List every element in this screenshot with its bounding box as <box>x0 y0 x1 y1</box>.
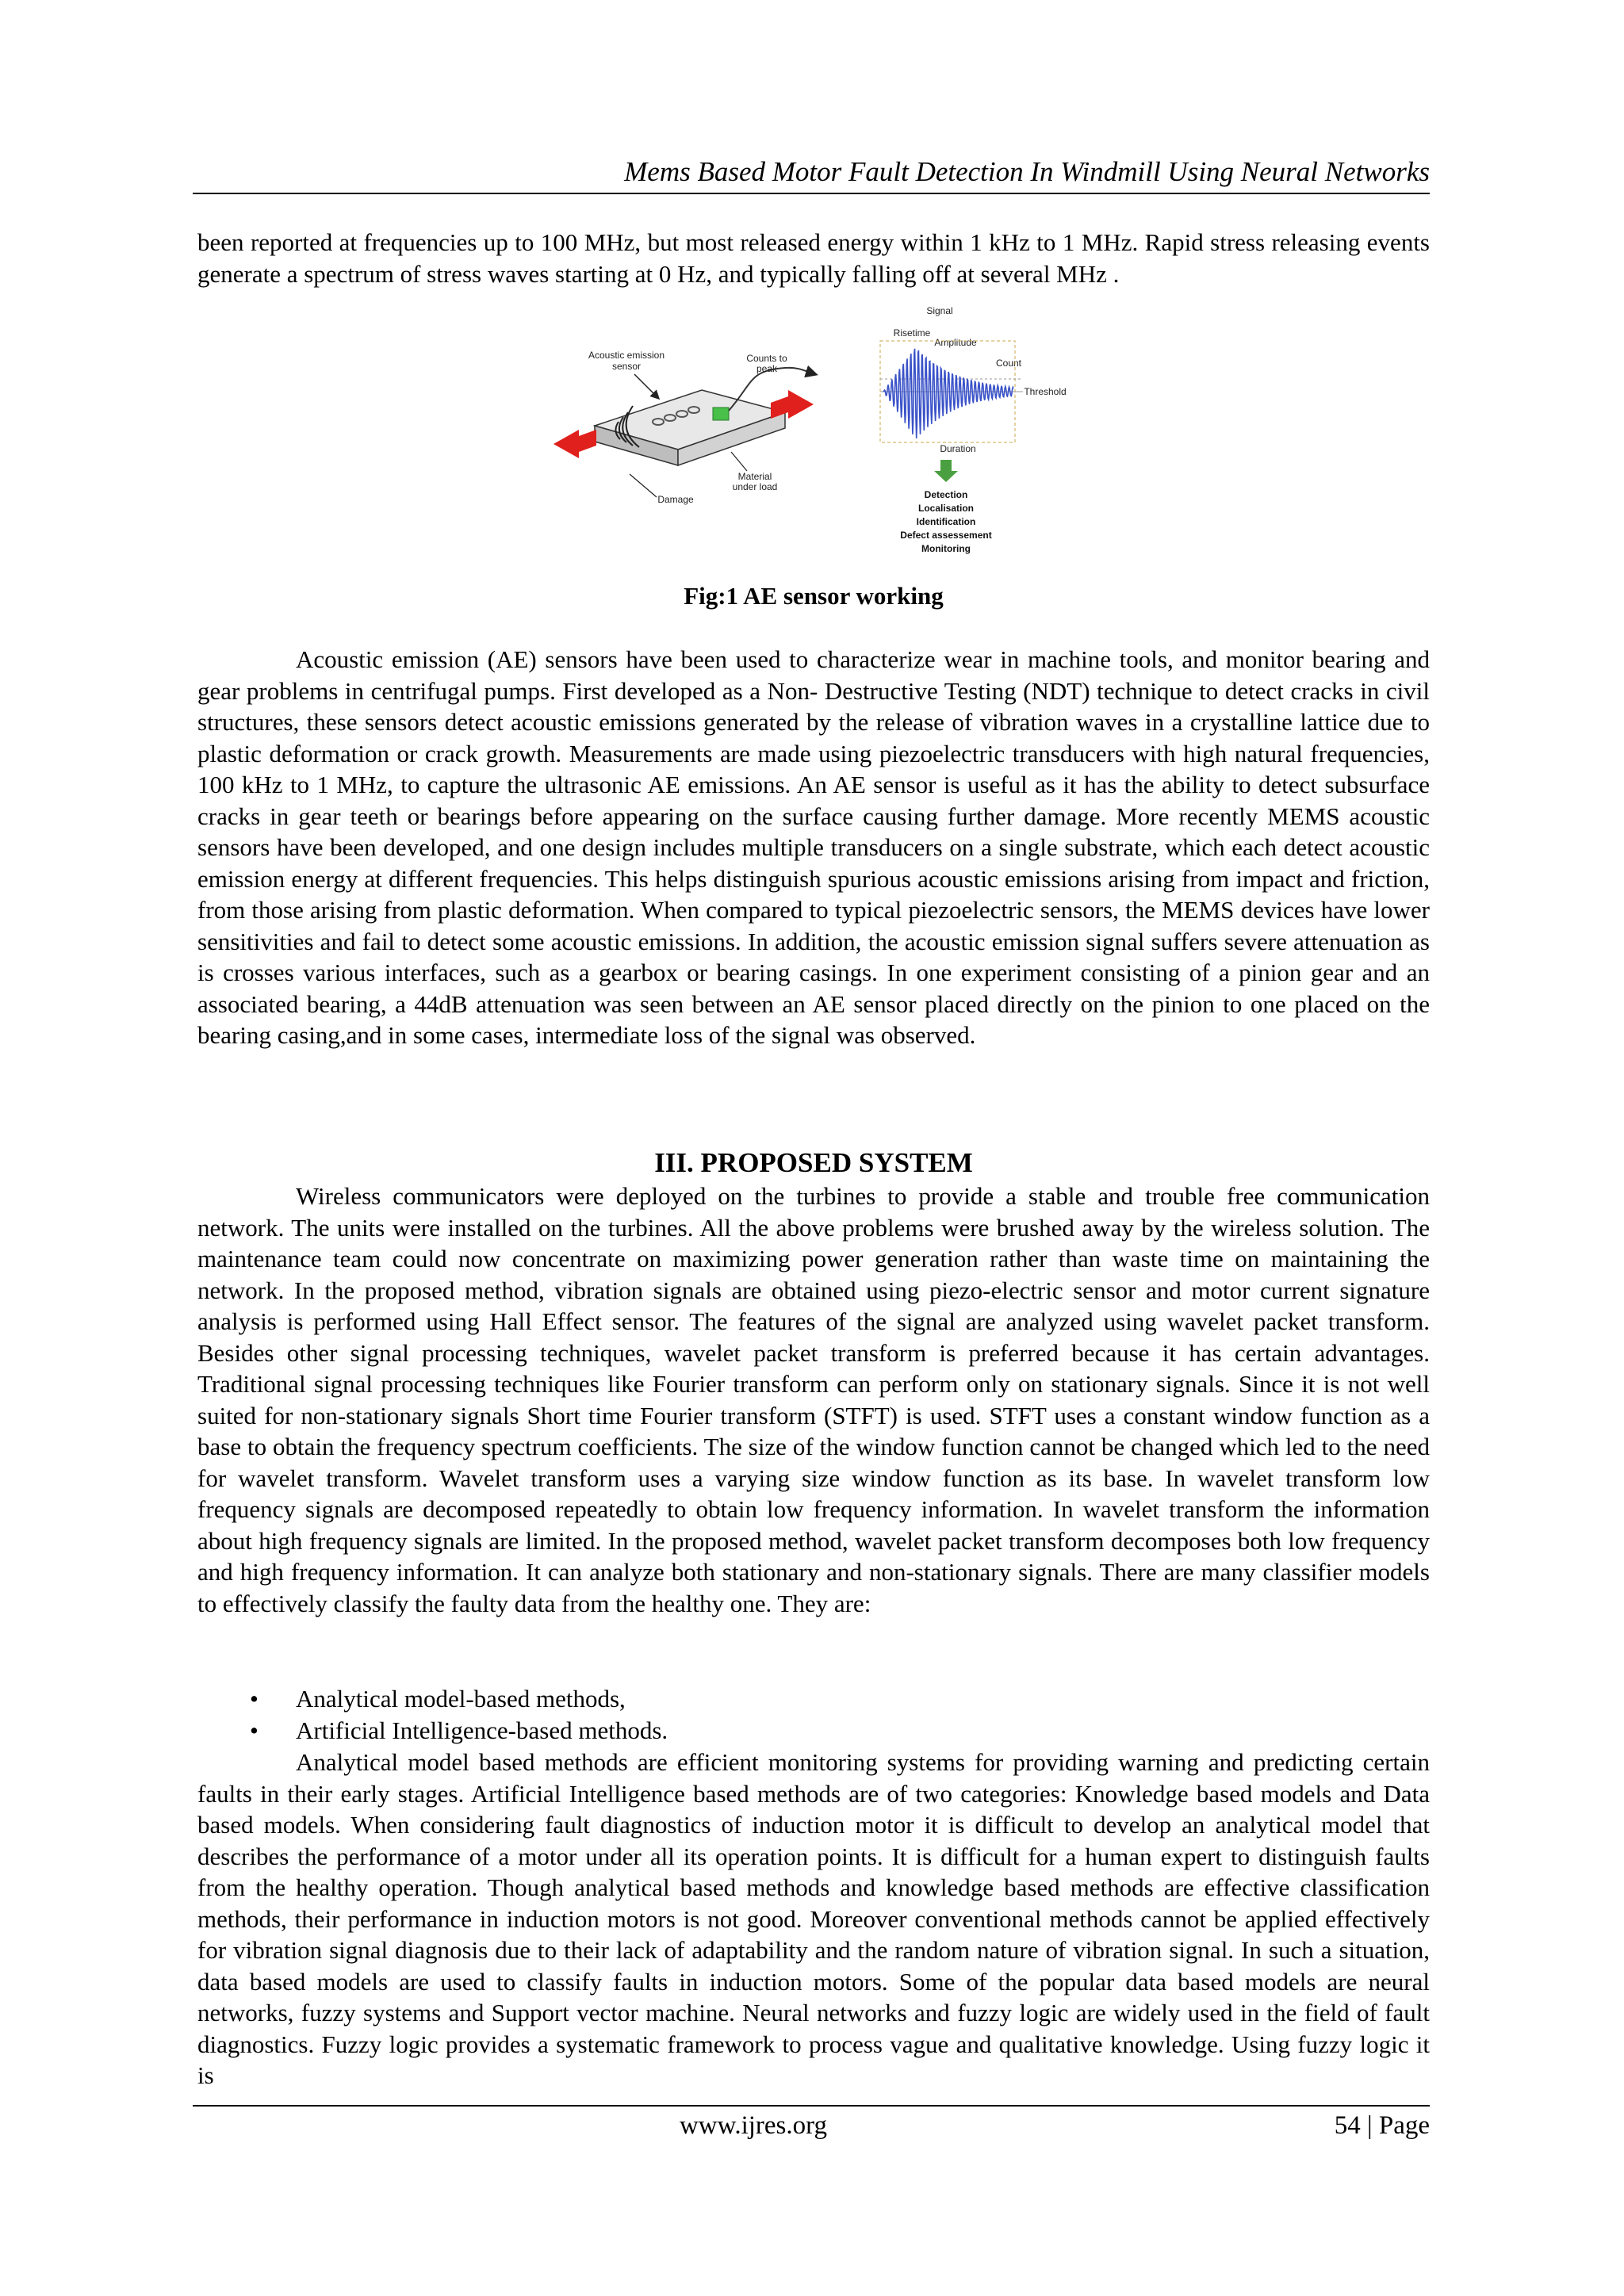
label-risetime: Risetime <box>893 327 931 339</box>
load-arrow-right <box>771 390 814 419</box>
ae-sensor-icon <box>713 408 729 420</box>
ae-sensor-diagram <box>547 295 1086 561</box>
bullet-icon: • <box>250 1685 259 1712</box>
footer-rule <box>193 2105 1430 2107</box>
section-heading: III. PROPOSED SYSTEM <box>654 1147 973 1178</box>
label-ae-sensor-line1: Acoustic emission <box>588 350 665 361</box>
list-item-text: Analytical model-based methods, <box>296 1685 626 1712</box>
label-signal: Signal <box>926 305 953 316</box>
ae-signal-wave <box>883 349 1013 438</box>
label-damage: Damage <box>657 494 694 505</box>
label-counts-to-peak-line1: Counts to <box>746 353 787 364</box>
label-count: Count <box>995 358 1022 369</box>
figure-caption: Fig:1 AE sensor working <box>684 582 944 610</box>
paragraph-analytical-models: Analytical model based methods are efficient monitoring systems for providing warning and predicting certain faults in their early stages. Artificial Intelligence based methods are of two categories: Knowledge based models and Data based models. When considering fault diagnostics of induction motor it is difficult to develop an analytical model that describes the performance of a motor under all its operation points. It is difficult for a human expert to distinguish faults from the healthy operation. Though analytical based methods and knowledge based methods are effective classification methods, their performance in induction motors is not good. Moreover conventional methods cannot be applied effectively for vibration signal diagnosis due to their lack of adaptability and the random nature of vibration signal. In such a situation, data based models are used to classify faults in induction motors. Some of the popular data based models are neural networks, fuzzy systems and Support vector machine. Neural networks and fuzzy logic are widely used in the field of fault diagnostics. Fuzzy logic provides a systematic framework to process vague and qualitative knowledge. Using fuzzy logic it is <box>197 1748 1430 2089</box>
label-duration: Duration <box>940 443 976 454</box>
pointer-ae-sensor <box>634 374 658 398</box>
pointer-material <box>731 452 747 471</box>
running-header-title: Mems Based Motor Fault Detection In Windmill Using Neural Networks <box>624 156 1430 187</box>
bullet-icon: • <box>250 1716 259 1744</box>
figure-ae-sensor <box>547 295 1086 561</box>
output-identification: Identification <box>916 516 976 527</box>
down-arrow-icon <box>934 460 958 482</box>
label-material-line2: under load <box>732 481 778 492</box>
footer-page-number: 54 | Page <box>1334 2111 1430 2140</box>
output-defect-assessment: Defect assessement <box>900 530 992 541</box>
output-localisation: Localisation <box>917 503 975 514</box>
header-rule <box>193 193 1430 194</box>
load-arrow-left <box>553 430 596 458</box>
label-counts-to-peak-line2: peak <box>756 363 778 374</box>
label-amplitude: Amplitude <box>934 337 977 348</box>
footer-url: www.ijres.org <box>679 2111 828 2140</box>
pointer-damage <box>630 474 657 497</box>
output-monitoring: Monitoring <box>921 543 971 554</box>
paragraph-intro: been reported at frequencies up to 100 MHz, but most released energy within 1 kHz to 1 MHz. Rapid stress releasing events generate a spectrum of stress waves starting at 0 Hz, and typically falling off at several MHz . <box>197 228 1430 288</box>
list-item <box>197 1715 1430 1747</box>
label-ae-sensor-line2: sensor <box>611 361 642 372</box>
label-material-line1: Material <box>737 471 772 482</box>
paragraph-proposed-system: Wireless communicators were deployed on the turbines to provide a stable and trouble free communication network. The units were installed on the turbines. All the above problems were brushed away by the wireless solution. The maintenance team could now concentrate on maximizing power generation rather than waste time on maintaining the network. In the proposed method, vibration signals are obtained using piezo-electric sensor and motor current signature analysis is performed using Hall Effect sensor. The features of the signal are analyzed using wavelet packet transform. Besides other signal processing techniques, wavelet packet transform is preferred because it has certain advantages. Traditional signal processing techniques like Fourier transform can perform only on stationary signals. Since it is not well suited for non-stationary signals Short time Fourier transform (STFT) is used. STFT uses a constant window function as a base to obtain the frequency spectrum coefficients. The size of the window function cannot be changed which led to the need for wavelet transform. Wavelet transform uses a varying size window function as its base. In wavelet transform low frequency signals are decomposed repeatedly to obtain low frequency information. In wavelet transform the information about high frequency signals are limited. In the proposed method, wavelet packet transform decomposes both low frequency and high frequency information. It can analyze both stationary and non-stationary signals. There are many classifier models to effectively classify the faulty data from the healthy one. They are: <box>197 1182 1430 1617</box>
list-item <box>197 1683 1430 1715</box>
output-detection: Detection <box>924 489 968 500</box>
list-item-text: Artificial Intelligence-based methods. <box>296 1716 668 1744</box>
paragraph-ae-sensors: Acoustic emission (AE) sensors have been used to characterize wear in machine tools, and monitor bearing and gear problems in centrifugal pumps. First developed as a Non- Destructive Testing (NDT) technique to detect cracks in civil structures, these sensors detect acoustic emissions generated by the release of vibration waves in a crystalline lattice due to plastic deformation or crack growth. Measurements are made using piezoelectric transducers with high natural frequencies, 100 kHz to 1 MHz, to capture the ultrasonic AE emissions. An AE sensor is useful as it has the ability to detect subsurface cracks in gear teeth or bearings before appearing on the surface causing further damage. More recently MEMS acoustic sensors have been developed, and one design includes multiple transducers on a single substrate, which each detect acoustic emission energy at different frequencies. This helps distinguish spurious acoustic emissions arising from impact and friction, from those arising from plastic deformation. When compared to typical piezoelectric sensors, the MEMS devices have lower sensitivities and fail to detect some acoustic emissions. In addition, the acoustic emission signal suffers severe attenuation as is crosses various interfaces, such as a gearbox or bearing casings. In one experiment consisting of a pinion gear and an associated bearing, a 44dB attenuation was seen between an AE sensor placed directly on the pinion to one placed on the bearing casing,and in some cases, intermediate loss of the signal was observed. <box>197 645 1430 1049</box>
label-threshold: Threshold <box>1024 386 1067 397</box>
classifier-list <box>197 1683 1430 1746</box>
